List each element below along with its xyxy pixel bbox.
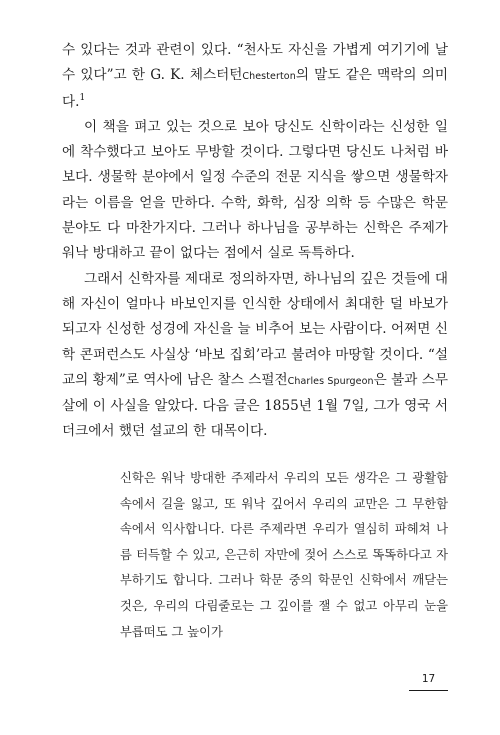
paragraph-1-text-a: 수 있다는 것과 관련이 있다. “천사도 자신을 가볍게 여기기에 날 수 있다”고 한 G. K. 체스터턴 bbox=[62, 42, 448, 84]
spurgeon-name: Charles Spurgeon bbox=[287, 375, 374, 387]
page-number: 17 bbox=[421, 673, 436, 685]
paragraph-2: 이 책을 펴고 있는 것으로 보아 당신도 신학이라는 신성한 일에 착수했다고 보아도 무방할 것이다. 그렇다면 당신도 나처럼 바보다. 생물학 분야에서 일정 수준의 전문 지식을 쌓으면 생물학자라는 이름을 얻을 만하다. 수학, 화학, 심장 의학 등 수많은 학문 분야도 다 마찬가지다. 그러나 하나님을 공부하는 신학은 주제가 워낙 방대하고 끝이 없다는 점에서 실로 독특하다. bbox=[62, 118, 448, 262]
paragraph-3-text-a: 그래서 신학자를 제대로 정의하자면, 하나님의 깊은 것들에 대해 자신이 얼마나 바보인지를 인식한 상태에서 최대한 덜 바보가 되고자 신성한 성경에 자신을 늘 비추어 보는 사람이다. 어쩌면 신학 콘퍼런스도 사실상 ‘바보 집회’라고 불려야 마땅할 것이다. “설교의 황제”로 역사에 남은 찰스 스펄전 bbox=[62, 270, 448, 388]
paragraph-3 bbox=[62, 267, 448, 445]
chesterton-name: Chesterton bbox=[242, 71, 296, 83]
footnote-marker: 1 bbox=[79, 92, 86, 103]
block-quote bbox=[120, 466, 448, 645]
body-text bbox=[62, 38, 448, 445]
paragraph-1-text-b: 의 말도 같은 맥락의 의미다. bbox=[62, 67, 448, 110]
block-quote-text: 신학은 워낙 방대한 주제라서 우리의 모든 생각은 그 광활함 속에서 길을 잃고, 또 워낙 깊어서 우리의 교만은 그 무한함 속에서 익사합니다. 다른 주제라면 우리가 열심히 파헤쳐 나름 터득할 수 있고, 은근히 자만에 젖어 스스로 똑똑하다고 자부하기도 합니다. 그러나 학문 중의 학문인 신학에서 깨닫는 것은, 우리의 다림줄로는 그 깊이를 잴 수 없고 아무리 눈을 부릅떠도 그 높이가 bbox=[120, 471, 448, 639]
paragraph-1 bbox=[62, 38, 448, 115]
page-number-rule bbox=[409, 690, 448, 691]
paragraph-3-text-b: 은 불과 스무 살에 이 사실을 알았다. 다음 글은 1855년 1월 7일, 그가 영국 서더크에서 했던 설교의 한 대목이다. bbox=[62, 371, 449, 440]
